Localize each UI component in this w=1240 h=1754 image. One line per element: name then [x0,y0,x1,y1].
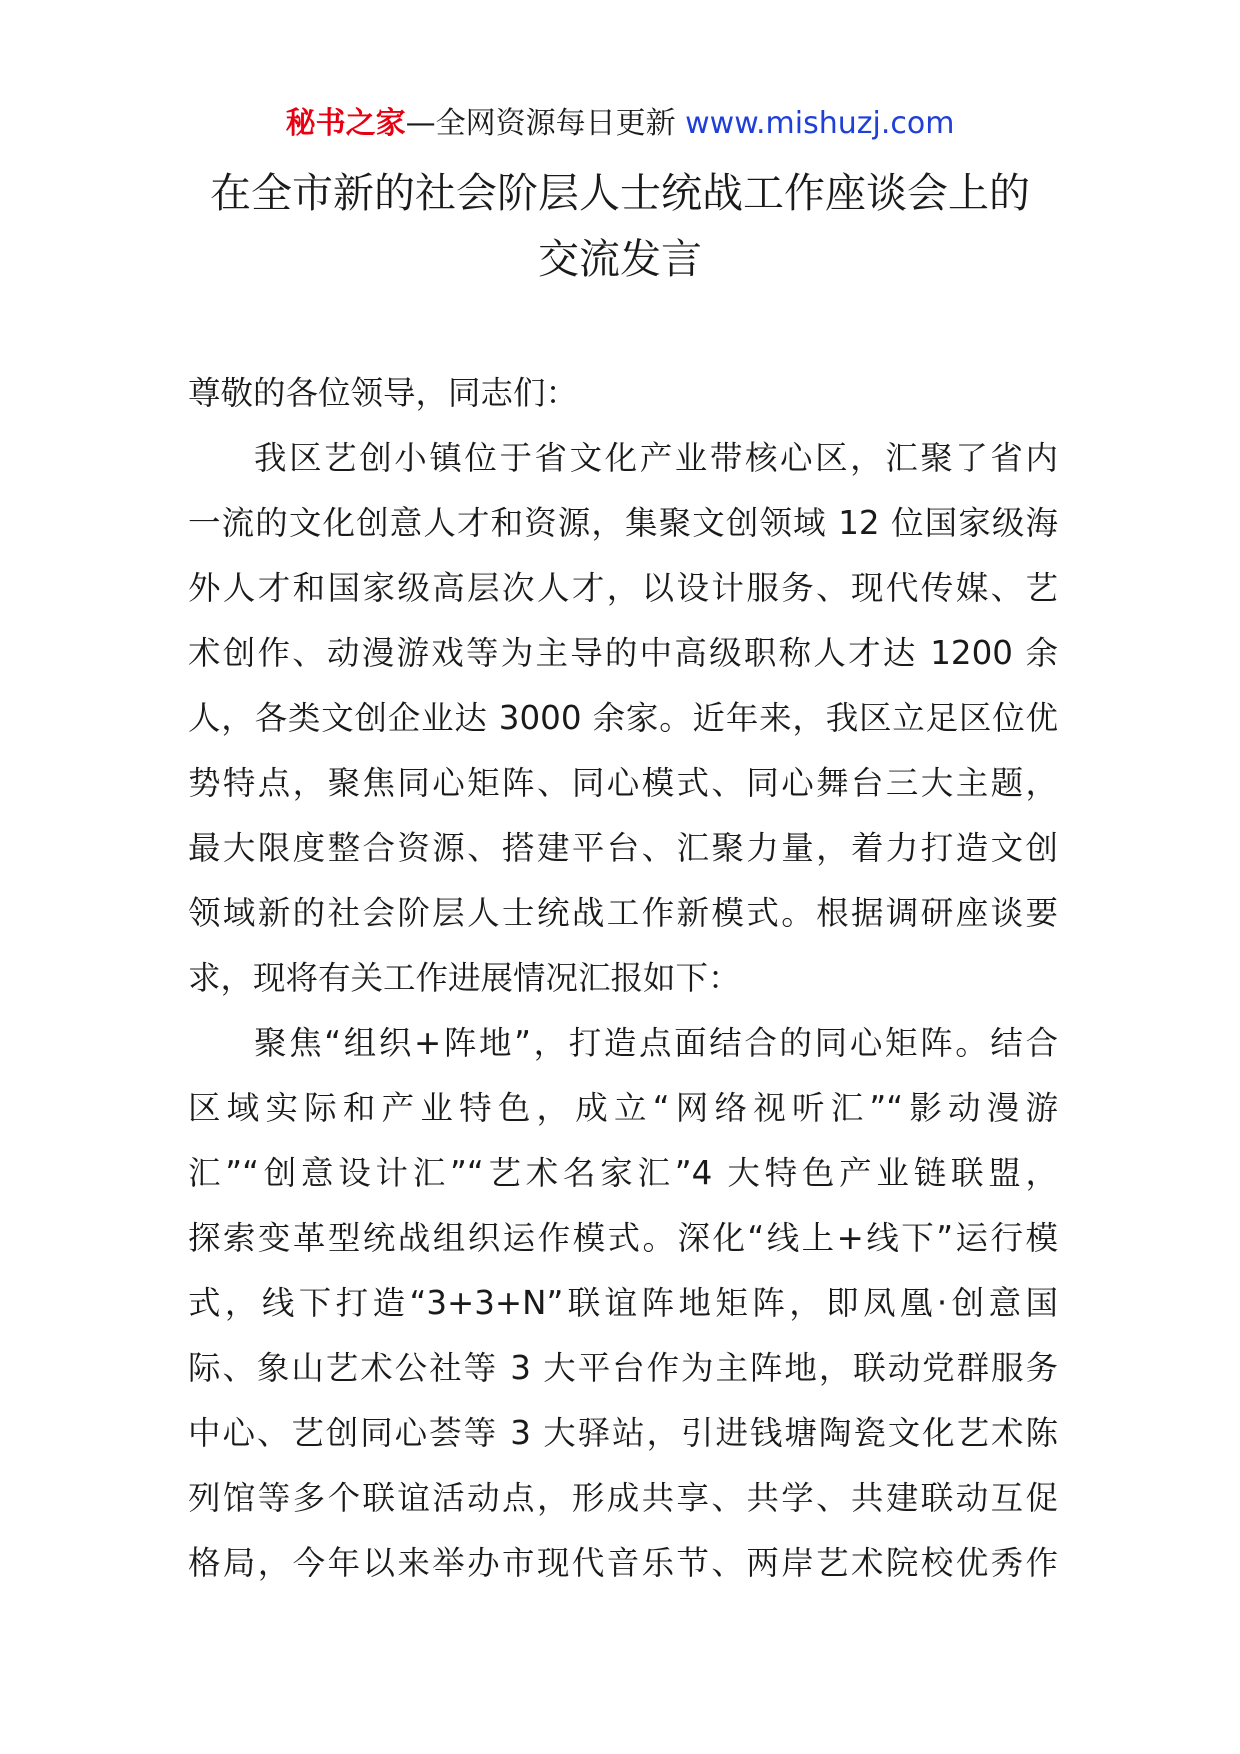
paragraph-line: 聚焦“组织+阵地”，打造点面结合的同心矩阵。结合 [254,1024,1058,1062]
document-title-line: 交流发言 [538,235,702,283]
site-header [0,100,1240,148]
paragraph-line: 我区艺创小镇位于省文化产业带核心区，汇聚了省内 [254,439,1058,477]
salutation-line: 尊敬的各位领导，同志们： [188,374,579,412]
paragraph-line: 最大限度整合资源、搭建平台、汇聚力量，着力打造文创 [188,829,1058,867]
document-title [140,160,1100,292]
paragraph-line: 格局，今年以来举办市现代音乐节、两岸艺术院校优秀作 [188,1544,1058,1582]
site-slogan: —全网资源每日更新 [405,106,686,141]
paragraph-line: 术创作、动漫游戏等为主导的中高级职称人才达 1200 余 [188,634,1058,672]
paragraph-line: 式，线下打造“3+3+N”联谊阵地矩阵，即凤凰·创意国 [188,1284,1058,1322]
document-body [188,361,1058,1596]
paragraph-line: 求，现将有关工作进展情况汇报如下： [188,959,741,997]
paragraph-line: 人，各类文创企业达 3000 余家。近年来，我区立足区位优 [188,699,1058,737]
paragraph-line: 列馆等多个联谊活动点，形成共享、共学、共建联动互促 [188,1479,1058,1517]
paragraph-line: 一流的文化创意人才和资源，集聚文创领域 12 位国家级海 [188,504,1058,542]
paragraph-line: 外人才和国家级高层次人才，以设计服务、现代传媒、艺 [188,569,1058,607]
site-url-link[interactable]: www.mishuzj.com [685,106,955,141]
paragraph-line: 领域新的社会阶层人士统战工作新模式。根据调研座谈要 [188,894,1058,932]
paragraph-line: 势特点，聚焦同心矩阵、同心模式、同心舞台三大主题， [188,764,1058,802]
paragraph-line: 区域实际和产业特色，成立“网络视听汇”“影动漫游 [188,1089,1058,1127]
paragraph-line: 际、象山艺术公社等 3 大平台作为主阵地，联动党群服务 [188,1349,1058,1387]
paragraph-line: 汇”“创意设计汇”“艺术名家汇”4 大特色产业链联盟， [188,1154,1058,1192]
paragraph-line: 中心、艺创同心荟等 3 大驿站，引进钱塘陶瓷文化艺术陈 [188,1414,1058,1452]
site-brand: 秘书之家 [285,106,406,141]
paragraph-line: 探索变革型统战组织运作模式。深化“线上+线下”运行模 [188,1219,1058,1257]
document-title-line: 在全市新的社会阶层人士统战工作座谈会上的 [210,169,1030,217]
